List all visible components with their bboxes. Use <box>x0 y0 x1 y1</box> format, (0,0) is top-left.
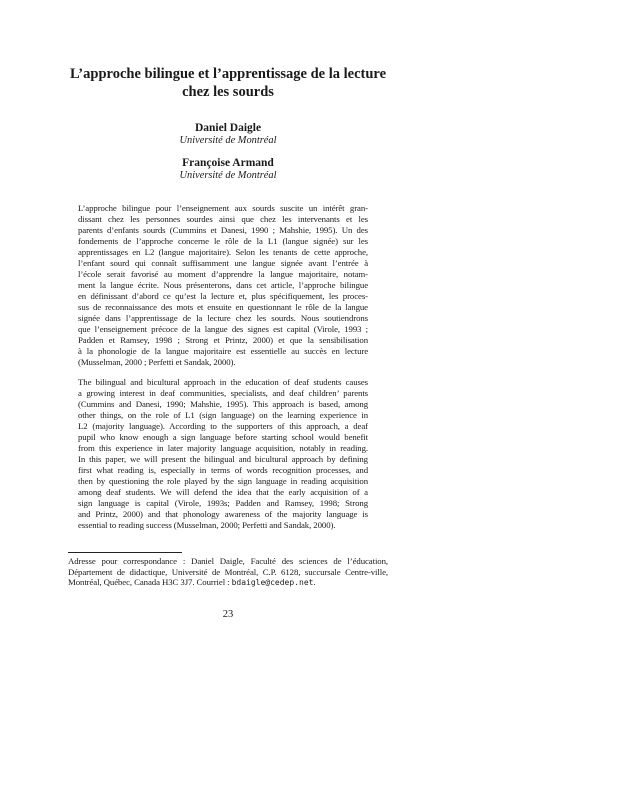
footnote-email: bdaigle@cedep.net <box>231 578 314 587</box>
author-affiliation: Université de Montréal <box>179 135 277 146</box>
abstract-french-line: à la phonologie de la langue majoritaire est essentielle au succès en lecture <box>78 346 368 356</box>
abstract-french <box>78 203 368 368</box>
footnote-lines <box>68 556 388 577</box>
footnote-line: Département de didactique, Université de Montréal, C.P. 6128, succursale Centre-ville, <box>68 566 388 577</box>
abstract-english-line: (Cummins and Danesi, 1990; Mahshie, 1995). This approach is based, among <box>78 399 368 409</box>
footnote-line: Adresse pour correspondance : Daniel Daigle, Faculté des sciences de l’éducation, <box>68 556 388 566</box>
abstract-french-line: dissant chez les personnes sourdes ainsi que chez les intervenants et les <box>78 214 368 224</box>
footnote-text-suffix: . <box>313 577 316 587</box>
abstract-french-line: ment la langue écrite. Nous présenterons, dans cet article, l’approche bilingue <box>78 280 368 290</box>
article-title-line: chez les sourds <box>182 83 274 100</box>
abstract-english-line: sign language is capital (Virole, 1993s; Padden and Ramsey, 1998; Strong <box>78 498 368 508</box>
abstract-french-line: Padden et Ramsey, 1998 ; Strong et Printz, 2000) et que la sensibilisation <box>78 335 368 345</box>
abstract-french-line: l’enfant sourd qui connaît suffisamment une langue signée avant l’entrée à <box>78 258 368 268</box>
abstract-french-line: apprentissages en L2 (langue majoritaire). Selon les tenants de cette approche, <box>78 247 368 257</box>
author-name: Daniel Daigle <box>194 122 262 134</box>
abstract-english-line: L2 (majority language). According to the supporters of this approach, a deaf <box>78 421 368 431</box>
abstract-french-line: parents d’enfants sourds (Cummins et Danesi, 1990 ; Mahshie, 1995). Un des <box>78 225 368 235</box>
abstract-french-line: L’approche bilingue pour l’enseignement aux sourds suscite un intérêt gran- <box>78 203 368 213</box>
abstract-french-line: signée dans l’apprentissage de la lecture chez les sourds. Nous soutiendrons <box>78 313 368 323</box>
abstract-french-line: que l’enseignement précoce de la langue des signes est capital (Virole, 1993 ; <box>78 324 368 334</box>
author-block <box>68 157 388 182</box>
abstract-english <box>78 377 368 531</box>
abstract-french-line: sus de reconnaissance des mots et ensuite en questionnant le rôle de la langue <box>78 302 368 312</box>
article-title-line: L’approche bilingue et l’apprentissage de la lecture <box>69 66 387 82</box>
abstract-french-line: l’école serait favorisé au moment d’apprendre la langue majoritaire, notam- <box>78 269 368 279</box>
abstract-english-line: among deaf students. We will defend the idea that the early acquisition of a <box>78 487 368 497</box>
authors-block <box>68 122 388 182</box>
author-block <box>68 122 388 147</box>
author-name: Françoise Armand <box>182 157 274 169</box>
footnote-last-line <box>68 577 388 589</box>
abstract-french-line: fondements de l’approche concerne le rôle de la L1 (langue signée) sur les <box>78 236 368 246</box>
abstract-french-line: en définissant d’abord ce qu’est la lecture et, plus spécifiquement, les proces- <box>78 291 368 301</box>
page-number: 23 <box>222 608 234 620</box>
abstract-french-line: (Musselman, 2000 ; Perfetti et Sandak, 2000). <box>78 357 236 367</box>
abstract-english-line: pupil who know enough a sign language before starting school would benefit <box>78 432 368 442</box>
author-affiliation: Université de Montréal <box>179 170 277 181</box>
abstract-english-line: essential to reading success (Musselman, 2000; Perfetti and Sandak, 2000). <box>78 520 336 530</box>
page-content-column <box>68 66 388 620</box>
abstract-english-line: from this experience in later majority language acquisition, notably in reading. <box>78 443 368 453</box>
footnote-text: Montréal, Québec, Canada H3C 3J7. Courriel : <box>68 577 232 587</box>
abstract-english-line: and Printz, 2000) and that phonology awareness of the majority language is <box>78 509 368 519</box>
article-title <box>68 66 388 101</box>
abstract-english-line: other things, on the role of L1 (sign language) on the learning experience in <box>78 410 368 420</box>
abstract-english-line: a growing interest in deaf communities, specialists, and deaf children’ parents <box>78 388 368 398</box>
abstract-english-line: The bilingual and bicultural approach in the education of deaf students causes <box>78 377 368 387</box>
footnote-correspondence <box>68 552 388 589</box>
abstract-english-line: then by questioning the role played by the sign language in reading acquisition <box>78 476 368 486</box>
footnote-divider <box>68 552 182 553</box>
abstracts-block <box>78 203 368 531</box>
abstract-english-line: first what reading is, especially in terms of words recognition processes, and <box>78 465 368 475</box>
abstract-english-line: In this paper, we will present the bilingual and bicultural approach by defining <box>78 454 368 464</box>
